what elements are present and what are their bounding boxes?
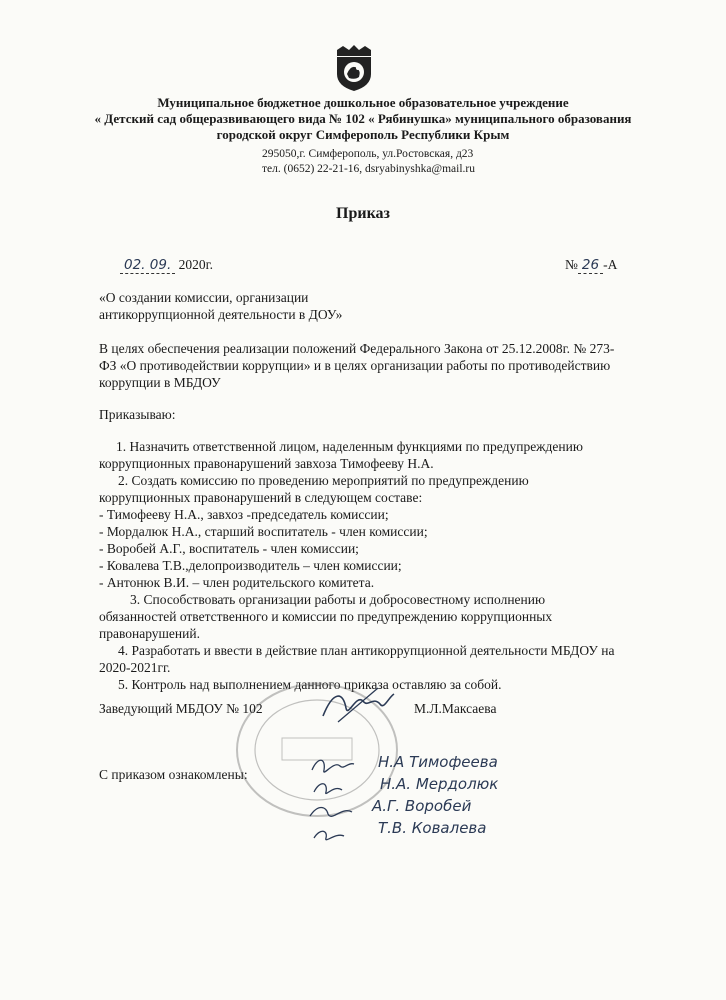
header-line-2: « Детский сад общеразвивающего вида № 102 « Рябинушка» муниципального образования <box>94 111 632 126</box>
body-line: правонарушений. <box>99 626 200 641</box>
handwritten-date: 02. 09. <box>120 257 175 274</box>
preamble-line: коррупции в МБДОУ <box>99 375 221 390</box>
city-emblem-icon <box>333 44 375 92</box>
member-line: - Антонюк В.И. – член родительского комитета. <box>99 575 375 590</box>
handwritten-number: 26 <box>578 257 603 274</box>
body-line: 4. Разработать и ввести в действие план антикоррупционной деятельности МБДОУ на <box>118 643 615 658</box>
body-line: 2. Создать комиссию по проведению мероприятий по предупреждению <box>118 473 529 488</box>
member-line: - Тимофееву Н.А., завхоз -председатель комиссии; <box>99 507 389 522</box>
acknowledged-name: Н.А Тимофеева <box>378 753 498 771</box>
order-number <box>565 256 617 274</box>
address-line: 295050,г. Симферополь, ул.Ростовская, д23 <box>262 148 474 160</box>
order-date <box>120 256 213 274</box>
contact-line: тел. (0652) 22-21-16, dsryabinyshka@mail.ru <box>262 163 475 175</box>
number-prefix: № <box>565 257 578 272</box>
header-line-1: Муниципальное бюджетное дошкольное образовательное учреждение <box>157 95 569 110</box>
body-line: 5. Контроль над выполнением данного приказа оставляю за собой. <box>118 677 502 692</box>
preamble-line: В целях обеспечения реализации положений Федерального Закона от 25.12.2008г. № 273- <box>99 341 615 356</box>
signatory-position: Заведующий МБДОУ № 102 <box>99 701 263 716</box>
director-signature-icon <box>318 686 398 726</box>
subject-line-1: «О создании комиссии, организации <box>99 290 309 305</box>
acknowledged-label: С приказом ознакомлены: <box>99 767 248 782</box>
command-word: Приказываю: <box>99 407 176 422</box>
body-line: обязанностей ответственного и комиссии по предупреждению коррупционных <box>99 609 553 624</box>
acknowledged-name: А.Г. Воробей <box>372 797 472 815</box>
subject-line-2: антикоррупционной деятельности в ДОУ» <box>99 307 343 322</box>
member-line: - Воробей А.Г., воспитатель - член комиссии; <box>99 541 359 556</box>
signatory-name: М.Л.Максаева <box>414 701 497 716</box>
acknowledged-name: Н.А. Мердолюк <box>380 775 499 793</box>
body-line: 2020-2021гг. <box>99 660 171 675</box>
member-line: - Ковалева Т.В.,делопроизводитель – член комиссии; <box>99 558 402 573</box>
body-line: коррупционных правонарушений завхоза Тимофееву Н.А. <box>99 456 434 471</box>
header-line-3: городской округ Симферополь Республики Крым <box>216 127 510 142</box>
body-line: коррупционных правонарушений в следующем составе: <box>99 490 423 505</box>
body-line: 1. Назначить ответственной лицом, наделенным функциями по предупреждению <box>116 439 583 454</box>
acknowledgement-signatures-icon <box>308 752 368 846</box>
document-title: Приказ <box>336 205 390 222</box>
acknowledged-name: Т.В. Ковалева <box>378 819 487 837</box>
body-line: 3. Способствовать организации работы и добросовестному исполнению <box>130 592 546 607</box>
order-year: 2020г. <box>178 257 213 272</box>
preamble-line: ФЗ «О противодействии коррупции» и в целях организации работы по противодействию <box>99 358 611 373</box>
member-line: - Мордалюк Н.А., старший воспитатель - член комиссии; <box>99 524 428 539</box>
number-suffix: -А <box>603 257 618 272</box>
